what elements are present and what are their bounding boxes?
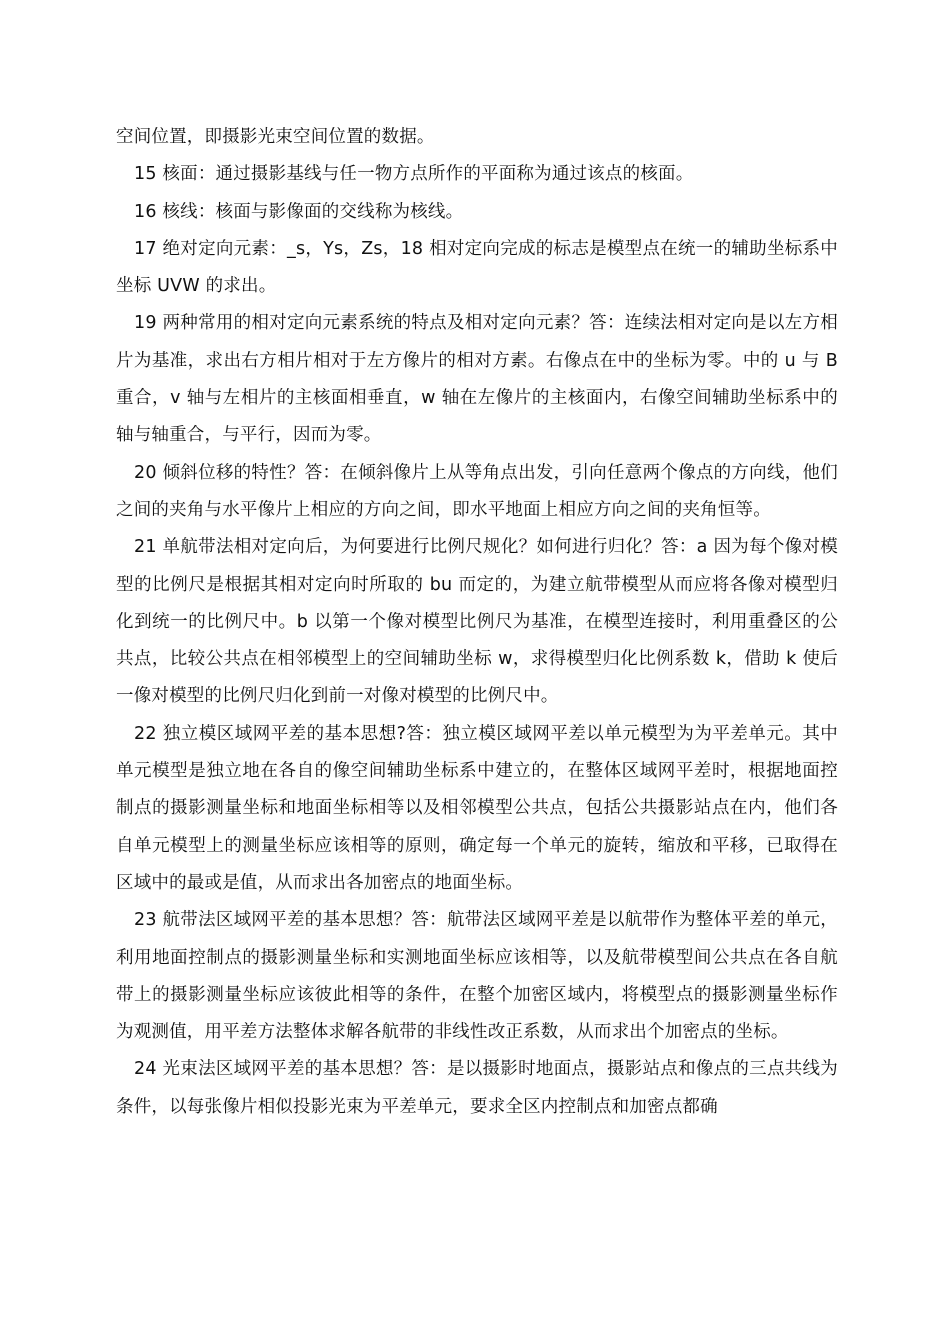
paragraph-item-16: 16 核线：核面与影像面的交线称为核线。 [134, 201, 464, 222]
paragraph-item-23: 23 航带法区域网平差的基本思想？答：航带法区域网平差是以航带作为整体平差的单元，利用地面控制点的摄影测量坐标和实测地面坐标应该相等，以及航带模型间公共点在各自航带上的摄影测量坐标应该彼此相等的条件，在整个加密区域内，将模型点的摄影测量坐标作为观测值，用平差方法整体求解各航带的非线性改正系数，从而求出个加密点的坐标。 [116, 910, 838, 1043]
paragraph-item-19: 19 两种常用的相对定向元素系统的特点及相对定向元素？答：连续法相对定向是以左方相片为基准，求出右方相片相对于左方像片的相对方素。右像点在中的坐标为零。中的 u 与 B 重合，v 轴与左相片的主核面相垂直，w 轴在左像片的主核面内，右像空间辅助坐标系中的轴与轴重合，与平行，因而为零。 [116, 313, 838, 446]
document-body [116, 119, 838, 1126]
paragraph-item-21: 21 单航带法相对定向后，为何要进行比例尺规化？如何进行归化？答：a 因为每个像对模型的比例尺是根据其相对定向时所取的 bu 而定的，为建立航带模型从而应将各像对模型归化到统一的比例尺中。b 以第一个像对模型比例尺为基准，在模型连接时，利用重叠区的公共点，比较公共点在相邻模型上的空间辅助坐标 w，求得模型归化比例系数 k，借助 k 使后一像对模型的比例尺归化到前一对像对模型的比例尺中。 [116, 537, 838, 707]
paragraph-item-15: 15 核面：通过摄影基线与任一物方点所作的平面称为通过该点的核面。 [134, 164, 694, 185]
paragraph-item-20: 20 倾斜位移的特性？答：在倾斜像片上从等角点出发，引向任意两个像点的方向线，他们之间的夹角与水平像片上相应的方向之间，即水平地面上相应方向之间的夹角恒等。 [116, 462, 838, 520]
paragraph-item-24: 24 光束法区域网平差的基本思想？答：是以摄影时地面点，摄影站点和像点的三点共线为条件，以每张像片相似投影光束为平差单元，要求全区内控制点和加密点都确 [116, 1059, 838, 1117]
paragraph-item-17-18: 17 绝对定向元素：_s，Ys，Zs，18 相对定向完成的标志是模型点在统一的辅助坐标系中坐标 UVW 的求出。 [116, 238, 838, 297]
paragraph-continuation: 空间位置，即摄影光束空间位置的数据。 [116, 127, 435, 147]
paragraph-item-22: 22 独立模区域网平差的基本思想?答：独立模区域网平差以单元模型为为平差单元。其中单元模型是独立地在各自的像空间辅助坐标系中建立的，在整体区域网平差时，根据地面控制点的摄影测量坐标和地面坐标相等以及相邻模型公共点，包括公共摄影站点在内，他们各自单元模型上的测量坐标应该相等的原则，确定每一个单元的旋转，缩放和平移，已取得在区域中的最或是值，从而求出各加密点的地面坐标。 [116, 723, 838, 893]
